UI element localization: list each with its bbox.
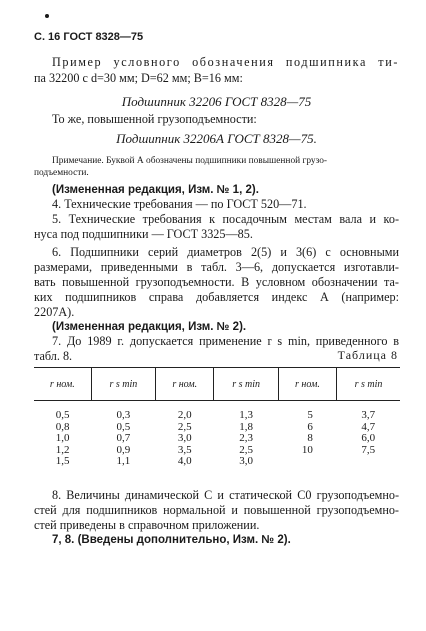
item-6-line-3: вать повышенной грузоподъемности. В условном обозначении та- <box>34 275 399 289</box>
item-8-line-3: стей приведены в справочном приложении. <box>34 518 260 532</box>
table-8 <box>34 367 400 469</box>
designation-standard: Подшипник 32206 ГОСТ 8328—75 <box>121 94 312 109</box>
table-cell: 3,7 4,7 6,0 7,5 <box>361 409 376 456</box>
item-7-line-1: 7. До 1989 г. допускается применение r s min, приведенного в <box>52 334 399 348</box>
table-caption: Таблица 8 <box>337 348 398 362</box>
item-6-line-5: 2207А). <box>34 305 75 319</box>
page-header: С. 16 ГОСТ 8328—75 <box>34 31 144 43</box>
table-cell: 0,3 0,5 0,7 0,9 1,1 <box>116 409 131 467</box>
item-5-line-1: 5. Технические требования к посадочным местам вала и ко- <box>52 212 399 226</box>
item-6-line-2: размерами, приведенными в табл. 3—6, допускается изготавли- <box>34 260 399 274</box>
item-8-line-1: 8. Величины динамической C и статической C0 грузоподъемно- <box>52 488 399 502</box>
table-cell: 2,0 2,5 3,0 3,5 4,0 <box>177 409 192 467</box>
table-cell: 1,3 1,8 2,3 2,5 3,0 <box>239 409 253 467</box>
item-6-line-1: 6. Подшипники серий диаметров 2(5) и 3(6) с основными <box>52 245 399 259</box>
edit-note-2: (Измененная редакция, Изм. № 2). <box>52 321 247 333</box>
table-cell: 0,5 0,8 1,0 1,2 1,5 <box>55 409 70 467</box>
table-header: r ном. <box>156 368 214 401</box>
example-line-2: па 32200 с d=30 мм; D=62 мм; B=16 мм: <box>34 71 243 85</box>
item-8-line-2: стей для подшипников нормальной и повышенной грузоподъемно- <box>34 503 399 517</box>
item-5-line-2: нуса под подшипники — ГОСТ 3325—85. <box>34 227 253 241</box>
table-header: r ном. <box>278 368 336 401</box>
note-line-1: Примечание. Буквой А обозначены подшипники повышенной грузо- <box>52 156 328 166</box>
item-4: 4. Технические требования — по ГОСТ 520—71. <box>52 197 307 211</box>
designation-heavy: Подшипник 32206А ГОСТ 8328—75. <box>116 131 317 146</box>
table-header: r s min <box>91 368 155 401</box>
table-header: r s min <box>214 368 278 401</box>
edit-note-1: (Измененная редакция, Изм. № 1, 2). <box>52 184 259 196</box>
example-line-1: Пример условного обозначения подшипника ти- <box>52 55 399 69</box>
table-cell: 5 6 8 10 <box>301 409 313 456</box>
item-6-line-4: ких подшипников справа добавляется индекс А (например: <box>34 290 399 304</box>
final-note: 7, 8. (Введены дополнительно, Изм. № 2). <box>52 534 291 546</box>
scan-mark <box>45 14 49 18</box>
note-line-2: подъемности. <box>34 168 89 178</box>
table-header: r s min <box>337 368 400 401</box>
table-header: r ном. <box>34 368 91 401</box>
item-7-line-2: табл. 8. <box>34 349 73 363</box>
same-heavy-text: То же, повышенной грузоподъемности: <box>52 112 257 126</box>
